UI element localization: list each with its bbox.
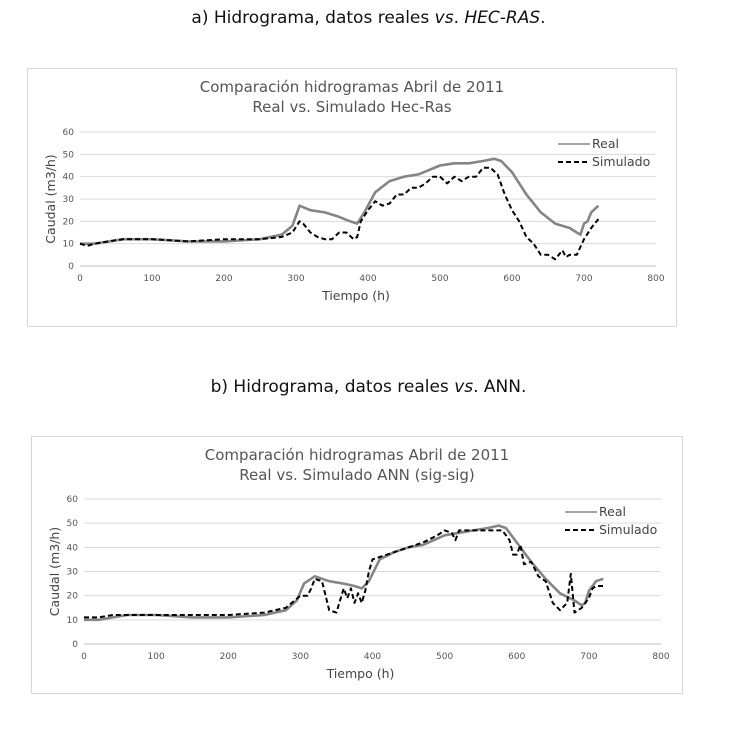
x-tick-label: 500 (431, 274, 449, 284)
x-tick-label: 700 (580, 652, 598, 662)
caption-a-vs: vs (434, 8, 454, 28)
series-line-real-a (80, 159, 598, 244)
x-tick-label: 100 (147, 652, 165, 662)
caption-b (0, 377, 737, 397)
y-tick-label: 0 (68, 262, 74, 272)
caption-b-prefix: b) Hidrograma, datos reales (210, 377, 455, 397)
x-tick-label: 800 (647, 274, 665, 284)
x-tick-label: 100 (143, 274, 161, 284)
series-line-real-b (84, 526, 603, 620)
x-tick-label: 400 (359, 274, 377, 284)
series-line-simulado-a (80, 168, 598, 260)
x-tick-label: 0 (77, 274, 83, 284)
x-tick-label: 200 (219, 652, 237, 662)
x-tick-label: 800 (652, 652, 670, 662)
y-tick-label: 30 (62, 195, 74, 205)
legend-label-simulado: Simulado (599, 522, 658, 537)
caption-b-end: . (521, 377, 527, 397)
x-axis-label: Tiempo (h) (322, 288, 390, 303)
x-tick-label: 500 (436, 652, 454, 662)
legend-label-real: Real (599, 504, 626, 519)
chart-b-subtitle: Real vs. Simulado ANN (sig-sig) (239, 466, 475, 484)
x-tick-label: 600 (508, 652, 526, 662)
chart-panel-b (31, 436, 683, 694)
chart-a-subtitle: Real vs. Simulado Hec-Ras (252, 98, 452, 116)
y-tick-label: 40 (66, 543, 78, 554)
x-tick-label: 0 (81, 652, 87, 662)
caption-b-vs: vs (454, 377, 474, 397)
y-tick-label: 0 (72, 640, 78, 650)
y-tick-label: 40 (62, 172, 74, 183)
x-tick-label: 600 (503, 274, 521, 284)
y-tick-label: 50 (66, 519, 78, 530)
x-tick-label: 700 (575, 274, 593, 284)
y-tick-label: 60 (66, 495, 78, 505)
chart-a-plot (28, 69, 676, 326)
y-axis-label: Caudal (m3/h) (47, 526, 62, 617)
chart-b-plot (32, 437, 682, 693)
y-tick-label: 30 (66, 567, 78, 578)
y-axis-label: Caudal (m3/h) (43, 154, 58, 244)
y-tick-label: 50 (62, 150, 74, 161)
x-axis-label: Tiempo (h) (326, 666, 395, 681)
caption-a-prefix: a) Hidrograma, datos reales (191, 8, 435, 28)
y-tick-label: 60 (62, 128, 74, 138)
chart-a-title: Comparación hidrogramas Abril de 2011 (199, 78, 505, 96)
legend-label-simulado: Simulado (592, 154, 651, 169)
x-tick-label: 300 (291, 652, 309, 662)
legend-label-real: Real (592, 136, 619, 151)
caption-a (0, 8, 737, 28)
x-tick-label: 300 (287, 274, 305, 284)
caption-a-end: . (540, 8, 546, 28)
series-line-simulado-b (84, 530, 603, 617)
caption-a-sep: . (453, 8, 465, 28)
chart-panel-a (27, 68, 677, 327)
caption-b-model: ANN (483, 377, 521, 397)
y-tick-label: 20 (62, 217, 74, 228)
caption-a-model: HEC-RAS (464, 8, 541, 28)
caption-b-sep: . (473, 377, 484, 397)
y-tick-label: 10 (62, 239, 74, 250)
x-tick-label: 400 (363, 652, 382, 662)
chart-b-title: Comparación hidrogramas Abril de 2011 (204, 446, 510, 464)
y-tick-label: 20 (66, 591, 78, 602)
y-tick-label: 10 (66, 615, 78, 626)
x-tick-label: 200 (215, 274, 233, 284)
